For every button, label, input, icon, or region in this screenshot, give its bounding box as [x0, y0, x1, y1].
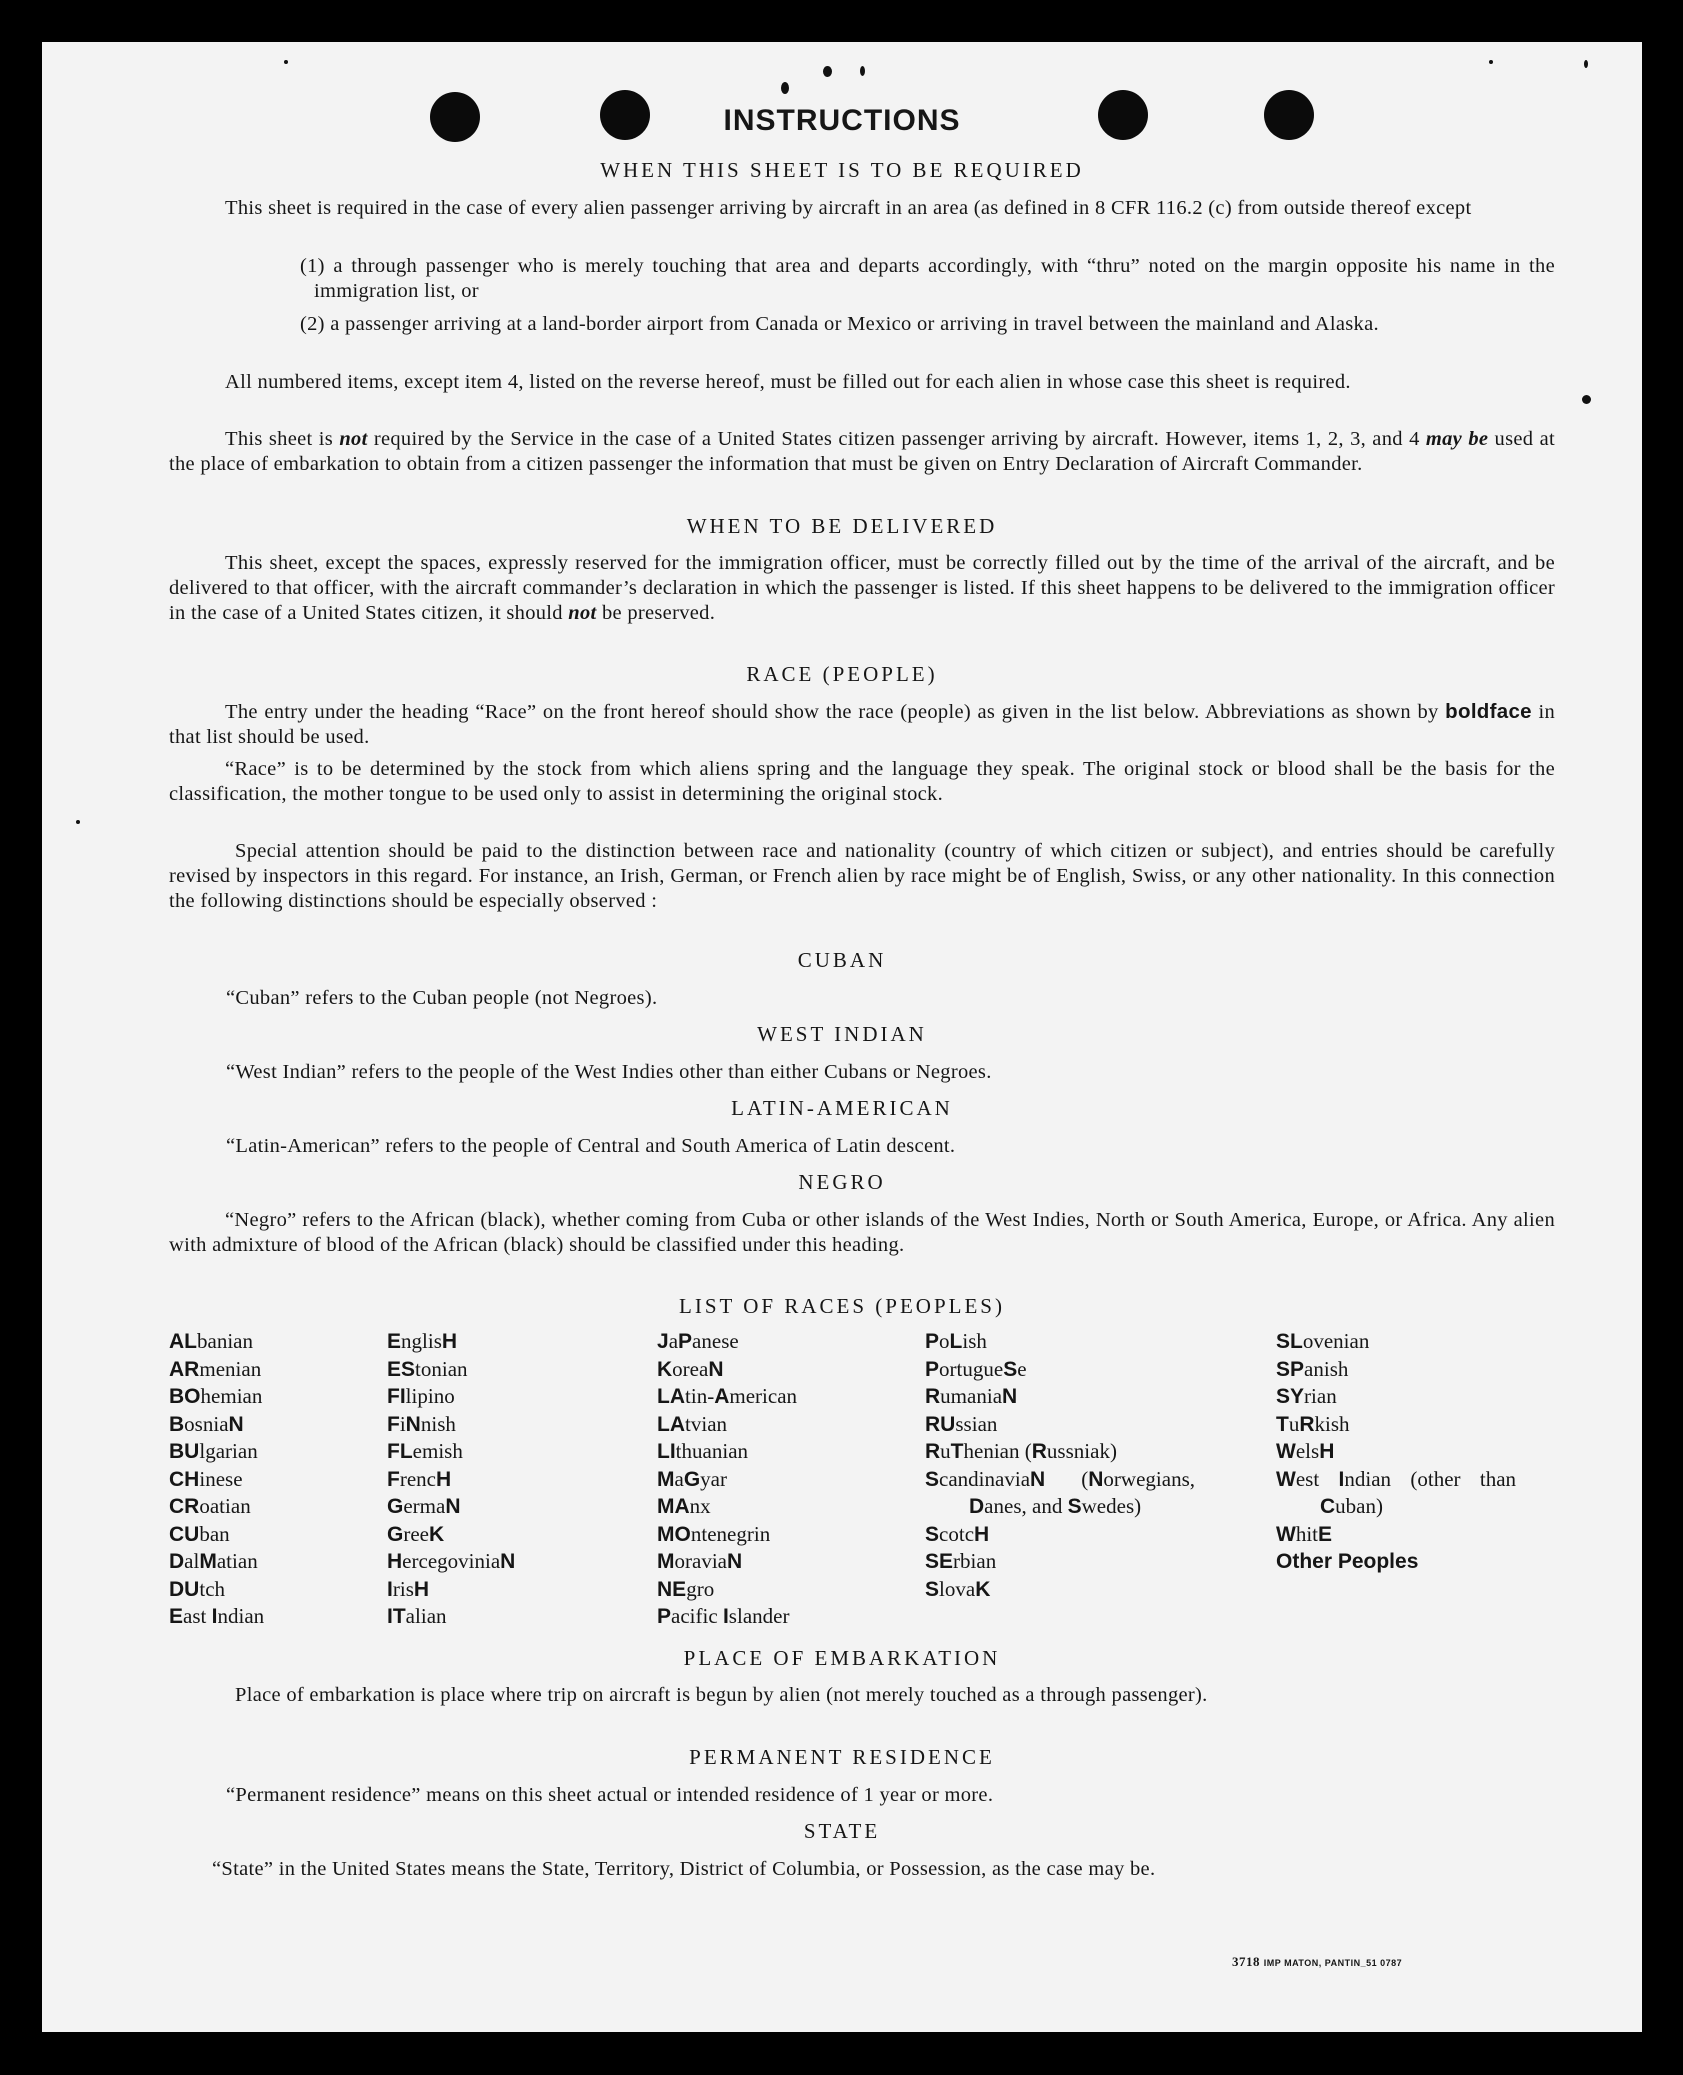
race-item: SLovenian [1276, 1329, 1370, 1353]
race-item: MaGyar [657, 1466, 727, 1491]
paragraph: The entry under the heading “Race” on the front hereof should show the race (people) as given in the list below. Abbreviations as shown by boldface in that list should be used. [169, 700, 1555, 748]
exception-item: (1) a through passenger who is merely touching that area and departs accordingly, with “thru” noted on the margin opposite his name in the immigration list, or [300, 255, 1555, 302]
race-item: WelsH [1276, 1439, 1335, 1463]
race-item: RumaniaN [925, 1384, 1018, 1408]
race-item: GreeK [387, 1521, 445, 1546]
race-item: Other Peoples [1276, 1550, 1419, 1573]
race-item: DalMatian [169, 1549, 258, 1573]
paragraph: Special attention should be paid to the distinction between race and nationality (country of which citizen or subject), and entries should be carefully revised by inspectors in this regard. For instance, an Irish, German, or French alien by race might be of English, Swiss, or any other nationality. In this connection the following distinctions should be especially observed : [169, 840, 1555, 912]
exception-item: (2) a passenger arriving at a land-border airport from Canada or Mexico or arriving in travel between the mainland and Alaska. [300, 313, 1379, 335]
race-item: EStonian [387, 1356, 468, 1381]
race-column [1276, 1328, 1516, 1576]
ink-speck [1489, 60, 1493, 64]
section-heading: WHEN TO BE DELIVERED [686, 514, 998, 538]
section-heading: PERMANENT RESIDENCE [689, 1745, 995, 1769]
ink-speck [1584, 60, 1588, 68]
race-item: SYrian [1276, 1384, 1337, 1408]
race-item: DUtch [169, 1576, 226, 1601]
race-item: CRoatian [169, 1494, 251, 1518]
page-title: INSTRUCTIONS [723, 104, 961, 137]
paragraph: This sheet is required in the case of every alien passenger arriving by aircraft in an area (as defined in 8 CFR 116.2 (c) from outside thereof except [225, 197, 1472, 219]
race-item: Pacific Islander [657, 1604, 790, 1628]
race-item: East Indian [169, 1604, 265, 1628]
section-heading: RACE (PEOPLE) [746, 662, 938, 686]
race-item: SlovaK [925, 1576, 991, 1601]
race-item: ARmenian [169, 1356, 262, 1381]
race-item: NEgro [657, 1576, 715, 1601]
race-item: LIthuanian [657, 1439, 749, 1463]
ink-speck [781, 82, 789, 94]
race-item: PoLish [925, 1329, 987, 1353]
ink-speck [860, 66, 865, 76]
race-item: FiNnish [387, 1411, 456, 1436]
race-item: KoreaN [657, 1356, 724, 1381]
race-item: ScandinaviaN (Norwegians, Danes, and Swedes) [925, 1466, 1195, 1518]
definition-text: “Cuban” refers to the Cuban people (not Negroes). [226, 987, 658, 1009]
section-heading: WEST INDIAN [757, 1022, 927, 1046]
race-column [925, 1328, 1195, 1603]
race-item: BOhemian [169, 1384, 263, 1408]
section-heading: PLACE OF EMBARKATION [683, 1646, 1001, 1670]
paragraph: Place of embarkation is place where trip on aircraft is begun by alien (not merely touched as a through passenger). [235, 1684, 1208, 1706]
race-item: West Indian (other than Cuban) [1276, 1466, 1517, 1518]
paragraph: “Negro” refers to the African (black), whether coming from Cuba or other islands of the West Indies, North or South America, Europe, or Africa. Any alien with admixture of blood of the African (black) should be classified under this heading. [169, 1209, 1555, 1256]
race-column [657, 1328, 797, 1631]
definition-text: “West Indian” refers to the people of the West Indies other than either Cubans or Negroes. [226, 1061, 992, 1083]
ink-speck [76, 820, 80, 824]
race-item: MOntenegrin [657, 1521, 771, 1546]
section-heading: NEGRO [798, 1170, 886, 1194]
section-heading: CUBAN [797, 948, 887, 972]
race-item: SErbian [925, 1549, 997, 1573]
race-item: LAtvian [657, 1411, 728, 1436]
race-item: FLemish [387, 1439, 463, 1463]
race-item: FrencH [387, 1466, 452, 1491]
race-item: ALbanian [169, 1329, 253, 1353]
definition-text: “Latin-American” refers to the people of Central and South America of Latin descent. [226, 1135, 956, 1157]
race-item: SPanish [1276, 1356, 1349, 1381]
definition-text: “State” in the United States means the State, Territory, District of Columbia, or Possession, as the case may be. [212, 1858, 1156, 1880]
ink-speck [284, 60, 288, 64]
race-item: PortugueSe [925, 1356, 1027, 1381]
paragraph: This sheet, except the spaces, expressly reserved for the immigration officer, must be correctly filled out by the time of the arrival of the aircraft, and be delivered to that officer, with the aircraft commander’s declaration in which the passenger is listed. If this sheet happens to be delivered to the immigration officer in the case of a United States citizen, it should not be preserved. [169, 552, 1555, 624]
race-item: CUban [169, 1521, 230, 1546]
race-list [169, 1328, 1569, 1678]
race-item: MAnx [657, 1494, 711, 1518]
ink-speck [1582, 395, 1591, 404]
race-item: WhitE [1276, 1521, 1333, 1546]
section-heading: WHEN THIS SHEET IS TO BE REQUIRED [600, 158, 1084, 182]
race-item: GermaN [387, 1494, 461, 1518]
race-item: BUlgarian [169, 1439, 258, 1463]
section-heading: STATE [803, 1819, 881, 1843]
race-column [169, 1328, 264, 1631]
race-item: IrisH [387, 1576, 430, 1601]
race-item: ITalian [387, 1604, 447, 1628]
race-item: FIlipino [387, 1384, 455, 1408]
race-item: CHinese [169, 1466, 243, 1491]
race-item: EnglisH [387, 1329, 458, 1353]
race-item: TuRkish [1276, 1411, 1350, 1436]
race-item: JaPanese [657, 1329, 739, 1353]
paragraph: This sheet is not required by the Service in the case of a United States citizen passenger arriving by aircraft. However, items 1, 2, 3, and 4 may be used at the place of embarkation to obtain from a citizen passenger the information that must be given on Entry Declaration of Aircraft Commander. [169, 428, 1555, 475]
race-item: HercegoviniaN [387, 1549, 516, 1573]
paragraph: “Race” is to be determined by the stock from which aliens spring and the language they speak. The original stock or blood shall be the basis for the classification, the mother tongue to be used only to assist in determining the original stock. [169, 758, 1555, 805]
document-page [42, 42, 1642, 2032]
race-column [387, 1328, 515, 1631]
race-item: RuThenian (Russniak) [925, 1439, 1117, 1463]
section-heading: LIST OF RACES (PEOPLES) [679, 1294, 1005, 1318]
race-item: BosniaN [169, 1411, 244, 1436]
race-item: MoraviaN [657, 1549, 743, 1573]
paragraph: All numbered items, except item 4, listed on the reverse hereof, must be filled out for each alien in whose case this sheet is required. [225, 371, 1351, 393]
definition-text: “Permanent residence” means on this sheet actual or intended residence of 1 year or more. [226, 1784, 994, 1806]
form-number: 3718 IMP MATON, PANTIN_51 0787 [1232, 1954, 1403, 1969]
ink-speck [823, 66, 832, 77]
race-item: ScotcH [925, 1521, 990, 1546]
race-item: RUssian [925, 1411, 998, 1436]
race-item: LAtin-American [657, 1384, 798, 1408]
section-heading: LATIN-AMERICAN [731, 1096, 953, 1120]
